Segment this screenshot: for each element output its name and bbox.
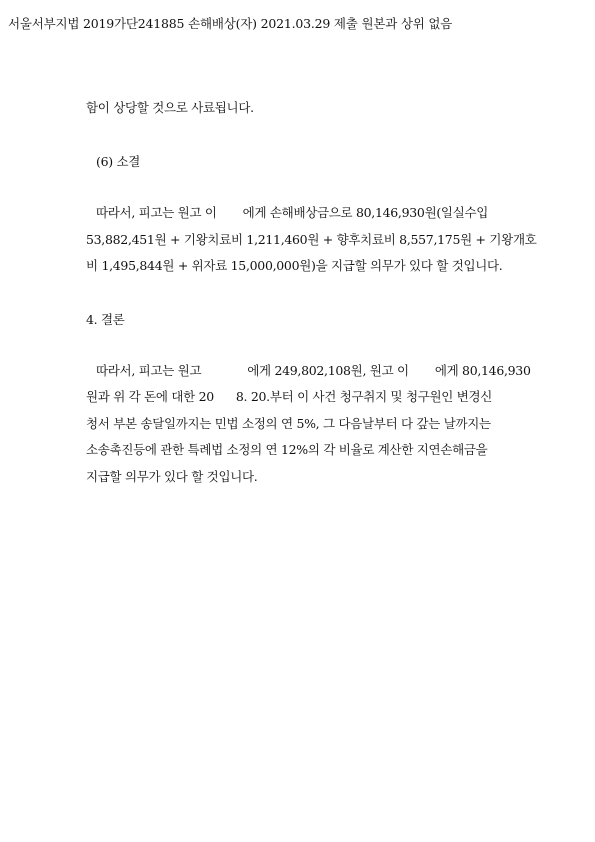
paragraph-line: 비 1,495,844원 + 위자료 15,000,000원)을 지급할 의무가 있다 할 것입니다. bbox=[86, 258, 503, 273]
text-segment: 에게 249,802,108원, 원고 이 bbox=[247, 363, 409, 378]
text-segment: 에게 80,146,930 bbox=[434, 363, 531, 378]
paragraph-line bbox=[96, 203, 522, 221]
paragraph-line: 청서 부본 송달일까지는 민법 소정의 연 5%, 그 다음날부터 다 갚는 날까지는 bbox=[86, 416, 491, 431]
document-header: 서울서부지법 2019가단241885 손해배상(자) 2021.03.29 제출 원본과 상위 없음 bbox=[8, 16, 453, 31]
text-segment: 에게 손해배상금으로 80,146,930원(일실수입 bbox=[242, 205, 489, 220]
text-segment: 따라서, 피고는 원고 bbox=[96, 363, 202, 378]
paragraph-line: 소송촉진등에 관한 특례법 소정의 연 12%의 각 비율로 계산한 지연손해금을 bbox=[86, 442, 488, 457]
text-segment: 원과 위 각 돈에 대한 20 bbox=[86, 389, 214, 404]
paragraph-line: 지급할 의무가 있다 할 것입니다. bbox=[86, 469, 258, 484]
paragraph-line: 함이 상당할 것으로 사료됩니다. bbox=[86, 100, 254, 115]
section-heading-4: 4. 결론 bbox=[86, 312, 125, 327]
section-heading-6: (6) 소결 bbox=[96, 154, 141, 169]
text-segment: 따라서, 피고는 원고 이 bbox=[96, 205, 217, 220]
paragraph-line: 53,882,451원 + 기왕치료비 1,211,460원 + 향후치료비 8,557,175원 + 기왕개호 bbox=[86, 232, 537, 247]
paragraph-line bbox=[96, 361, 531, 379]
paragraph-line bbox=[86, 387, 522, 405]
text-segment: 8. 20.부터 이 사건 청구취지 및 청구원인 변경신 bbox=[235, 389, 493, 404]
